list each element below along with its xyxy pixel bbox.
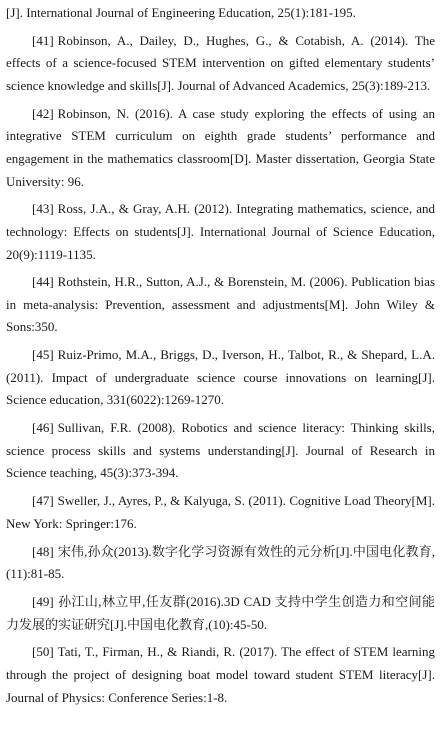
reference-number: [42] <box>32 105 54 121</box>
reference-text: Robinson, A., Dailey, D., Hughes, G., & Cotabish, A. (2014). The effects of a science-focused STEM intervention on gifted elementary students’ science knowledge and skills[J]. Journal of Advanced Academics, 25(3):189-213. <box>6 32 435 93</box>
reference-item <box>6 641 435 709</box>
reference-text: Sullivan, F.R. (2008). Robotics and science literacy: Thinking skills, science process skills and systems understanding[J]. Journal of Research in Science teaching, 45(3):373-394. <box>6 420 435 481</box>
reference-text: [J]. International Journal of Engineering Education, 25(1):181-195. <box>6 5 356 20</box>
reference-number: [50] <box>32 644 54 660</box>
reference-item <box>6 30 435 98</box>
reference-text: Sweller, J., Ayres, P., & Kalyuga, S. (2011). Cognitive Load Theory[M]. New York: Springer:176. <box>6 493 435 531</box>
reference-item <box>6 541 435 586</box>
reference-number: [46] <box>32 420 54 436</box>
reference-number: [49] <box>32 593 54 609</box>
reference-text: Ross, J.A., & Gray, A.H. (2012). Integrating mathematics, science, and technology: Effects on students[J]. International Journal of Science Education, 20(9):1119-1135. <box>6 201 435 262</box>
reference-number: [48] <box>32 543 54 559</box>
reference-item <box>6 417 435 485</box>
reference-text: Rothstein, H.R., Sutton, A.J., & Borenstein, M. (2006). Publication bias in meta-analysis: Prevention, assessment and adjustments[M]. John Wiley & Sons:350. <box>6 274 435 335</box>
reference-text: 孙江山,林立甲,任友群(2016).3D CAD 支持中学生创造力和空间能力发展的实证研究[J].中国电化教育,(10):45-50. <box>6 593 435 632</box>
reference-text: 宋伟,孙众(2013).数字化学习资源有效性的元分析[J].中国电化教育,(11):81-85. <box>6 543 435 582</box>
reference-text: Robinson, N. (2016). A case study exploring the effects of using an integrative STEM curriculum on eighth grade students’ performance and engagement in the mathematics classroom[D]. Master dissertation, Georgia State University: 96. <box>6 105 435 189</box>
reference-text: Ruiz-Primo, M.A., Briggs, D., Iverson, H., Talbot, R., & Shepard, L.A. (2011). Impact of undergraduate science course innovations on learning[J]. Science education, 331(6022):1269-1270. <box>6 347 435 408</box>
reference-number: [41] <box>32 32 54 48</box>
reference-item <box>6 198 435 266</box>
reference-item <box>6 344 435 412</box>
reference-item <box>6 271 435 339</box>
reference-number: [47] <box>32 493 54 509</box>
reference-number: [45] <box>32 347 54 363</box>
reference-item <box>6 2 435 25</box>
reference-item <box>6 103 435 193</box>
reference-text: Tati, T., Firman, H., & Riandi, R. (2017). The effect of STEM learning through the project of designing boat model toward student STEM literacy[J]. Journal of Physics: Conference Series:1-8. <box>6 644 435 705</box>
reference-number: [43] <box>32 201 54 217</box>
reference-number: [44] <box>32 274 54 290</box>
reference-item <box>6 591 435 636</box>
reference-item <box>6 490 435 535</box>
